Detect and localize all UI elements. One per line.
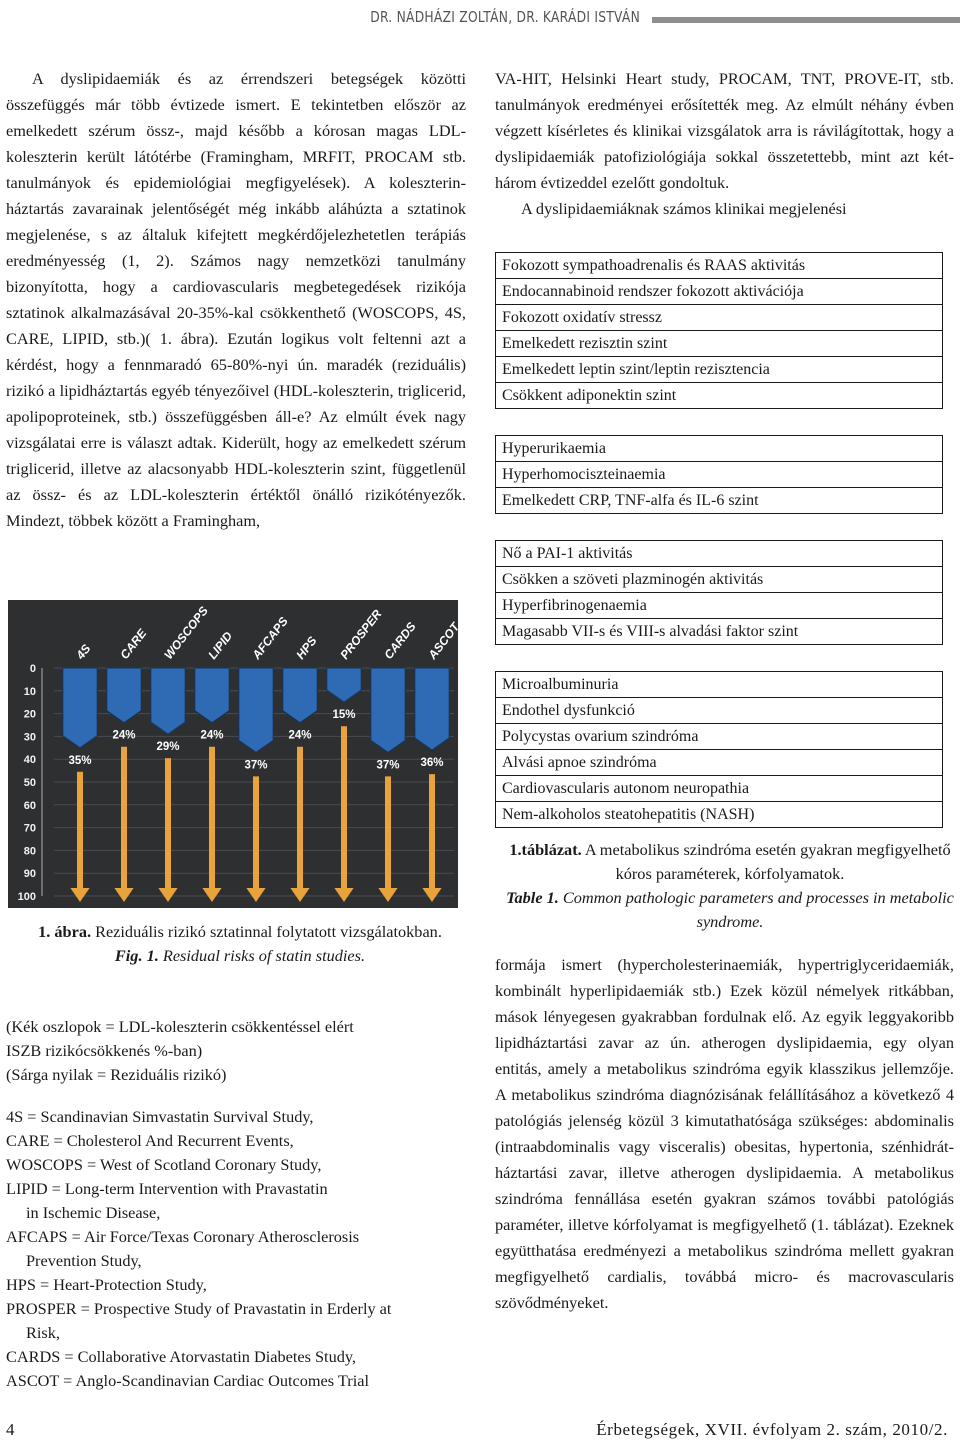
table-caption-hu-text: A metabolikus szindróma esetén gyakran megfigyelhető kóros paraméterek, kórfolyamatok. (581, 840, 951, 883)
bar-woscops (151, 668, 185, 734)
category-label: WOSCOPS (161, 603, 211, 662)
y-tick-label: 60 (23, 799, 36, 812)
table-cell: Nem-alkoholos steatohepatitis (NASH) (502, 806, 755, 823)
page-footer (0, 1420, 960, 1446)
bar-cards (371, 668, 405, 752)
bar-afcaps (239, 668, 273, 752)
table-cell: Alvási apnoe szindróma (496, 750, 942, 776)
abbreviation-item: ASCOT = Anglo-Scandinavian Cardiac Outcomes Trial (6, 1371, 369, 1390)
legend-line: (Sárga nyilak = Reziduális rizikó) (6, 1065, 227, 1084)
category-label: ASCOT (425, 620, 463, 662)
table-cell: Magasabb VII-s és VIII-s alvadási faktor szint (502, 623, 799, 640)
bar-lipid (195, 668, 229, 723)
residual-risk-arrow (246, 776, 265, 902)
table-caption-en (500, 886, 960, 934)
category-label: LIPID (205, 629, 236, 662)
abbreviation-list (6, 1105, 466, 1393)
table-caption (500, 838, 960, 934)
table-cell: Hyperhomociszteinaemia (496, 462, 942, 488)
category-label: CARDS (381, 619, 419, 662)
abbreviation-continuation: Prevention Study, (26, 1251, 142, 1270)
table-cell: Endocannabinoid rendszer fokozott aktivációja (496, 279, 942, 305)
running-header (0, 4, 960, 30)
bar-value-label: 36% (420, 757, 444, 770)
journal-citation: Érbetegségek, XVII. évfolyam 2. szám, 2010/2. (596, 1420, 948, 1439)
category-label: HPS (293, 633, 320, 662)
residual-risk-arrow (290, 747, 309, 902)
abbreviation-continuation: Risk, (26, 1323, 60, 1342)
table-cell: Hyperurikaemia (496, 436, 942, 462)
table-cell: Emelkedett rezisztin szint (496, 331, 942, 357)
left-column (6, 66, 466, 534)
y-tick-label: 0 (29, 663, 36, 675)
bar-value-label: 24% (288, 729, 312, 742)
table-caption-hu-label: 1.táblázat. (509, 840, 582, 859)
abbreviation-item: CARE = Cholesterol And Recurrent Events, (6, 1131, 294, 1150)
left-paragraph: A dyslipidaemiák és az érrendszeri betegségek közötti összefüggés már több évtizede ismert. E tekintetben először az emelkedett szérum össz-, majd később a kórosan magas LDL-koleszterin került látótérbe (Framingham, MRFIT, PROCAM stb. tanulmányok és epidemiológiai megfigyelések). A koleszterin-háztartás zavarainak jelentőségét még inkább aláhúzta a sztatinok megjelenése, s az általuk kifejtett megkérdőjelezhetetlen terápiás eredményesség (1, 2). Számos nagy nemzetközi tanulmány bizonyította, hogy a cardiovascularis megbetegedések rizikója sztatinok alkalmazásával 20-35%-kal csökkenthető (WOSCOPS, 4S, CARE, LIPID, stb.)( 1. ábra). Ezután logikus volt feltenni azt a kérdést, hogy a fennmaradó 65-80%-nyi ún. maradék (reziduális) rizikó a lipidháztartás egyéb tényezőivel (HDL-koleszterin, triglicerid, apolipoproteinek, stb.) összefüggésben áll-e? Az elmúlt évek nagy vizsgálatai erre is választ adtak. Kiderült, hogy az emelkedett szérum triglicerid, illetve az alacsonyabb HDL-koleszterin szint, függetlenül az össz- és az LDL-koleszterin értéktől önálló rizikótényezők. Mindezt, többek között a Framingham, (6, 69, 466, 530)
table-cell: Endothel dysfunkció (496, 698, 942, 724)
figure-caption-hu (30, 920, 450, 944)
table-group (495, 671, 943, 828)
bar-value-label: 15% (332, 709, 356, 722)
chart-canvas (8, 600, 463, 908)
y-tick-label: 100 (17, 891, 36, 903)
abbreviation-item: LIPID = Long-term Intervention with Pravastatin (6, 1179, 328, 1198)
table-group (495, 252, 943, 409)
page-number: 4 (6, 1420, 15, 1439)
y-tick-label: 10 (23, 685, 36, 698)
y-tick-label: 80 (23, 845, 36, 858)
table-caption-en-label: Table 1. (506, 888, 559, 907)
figure-caption-en-label: Fig. 1. (114, 946, 159, 965)
residual-risk-arrow (422, 774, 441, 902)
right-paragraph-2: A dyslipidaemiáknak számos klinikai megjelenési (521, 199, 847, 218)
abbreviation-item: HPS = Heart-Protection Study, (6, 1275, 207, 1294)
table-caption-en-text: Common pathologic parameters and processes in metabolic syndrome. (558, 888, 954, 931)
bar-value-label: 29% (156, 741, 180, 754)
table-cell: Hyperfibrinogenaemia (496, 593, 942, 619)
abbreviation-item: 4S = Scandinavian Simvastatin Survival Study, (6, 1107, 314, 1126)
abbreviation-item: CARDS = Collaborative Atorvastatin Diabetes Study, (6, 1347, 356, 1366)
parameter-table (495, 252, 943, 828)
y-tick-label: 90 (23, 868, 36, 881)
residual-risk-arrow (202, 747, 221, 902)
residual-risk-arrow (114, 747, 133, 902)
header-authors: DR. NÁDHÁZI ZOLTÁN, DR. KARÁDI ISTVÁN (370, 8, 640, 26)
category-label: 4S (73, 641, 94, 662)
category-label: AFCAPS (249, 614, 291, 662)
bar-value-label: 37% (244, 759, 268, 772)
y-tick-label: 50 (23, 777, 36, 789)
figure-caption (30, 920, 450, 968)
figure-caption-hu-label: 1. ábra. (38, 922, 92, 941)
table-cell: Fokozott oxidatív stressz (496, 305, 942, 331)
bar-value-label: 35% (68, 754, 92, 767)
y-tick-label: 40 (23, 754, 36, 767)
bar-prosper (327, 668, 361, 702)
y-tick-label: 70 (23, 822, 36, 835)
bar-value-label: 37% (376, 759, 400, 772)
abbreviation-item: WOSCOPS = West of Scotland Coronary Study, (6, 1155, 322, 1174)
table-cell: Nő a PAI-1 aktivitás (496, 541, 942, 567)
table-cell: Csökkent adiponektin szint (502, 387, 677, 404)
figure-caption-en-text: Residual risks of statin studies. (158, 946, 366, 965)
header-rule (652, 17, 960, 23)
right-column-top (495, 66, 954, 222)
table-group (495, 540, 943, 645)
right-paragraph-1: VA-HIT, Helsinki Heart study, PROCAM, TNT, PROVE-IT, stb. tanulmányok eredményei erősítették meg. Az elmúlt néhány évben végzett kísérletes és klinikai vizsgálatok arra is rávilágítottak, hogy a dyslipidaemiák patofiziológiája sokkal összetettebb, mint azt két-három évtizeddel ezelőtt gondoltuk. (495, 69, 954, 192)
table-cell: Microalbuminuria (496, 672, 942, 698)
residual-risk-arrow (378, 776, 397, 902)
abbreviation-item: PROSPER = Prospective Study of Pravastatin in Erderly at (6, 1299, 392, 1318)
table-cell: Emelkedett leptin szint/leptin rezisztencia (496, 357, 942, 383)
legend-line: (Kék oszlopok = LDL-koleszterin csökkentéssel elért (6, 1017, 354, 1036)
right-paragraph-3: formája ismert (hypercholesterinaemiák, hypertriglyceridaemiák, kombinált hyperlipidaemiák stb.) Ezek közül némelyek ritkábban, mások lényegesen gyakrabban fordulnak elő. Az egyik leggyakoribb lipidháztartási zavar az ún. atherogen dyslipidaemia, egy olyan entitás, amely a metabolikus szindróma egyik klasszikus jellemzője. A metabolikus szindróma diagnózisának felállításához a következő 4 patológiás jelenség közül 3 kimutathatósága szükséges: abdominalis (intraabdominalis vagy visceralis) obesitas, hypertonia, szénhidrát-háztartási zavar, illetve atherogen dyslipidaemia. A metabolikus szindróma fennállása esetén gyakran számos további patológiás paraméter, illetve kórfolyamat is megfigyelhető (1. táblázat). Ezeknek együtthatása eredményezi a metabolikus szindróma mellett gyakran megfigyelhető cardialis, továbbá micro- és macrovascularis szövődményeket. (495, 955, 954, 1312)
y-tick-label: 20 (23, 708, 36, 721)
table-cell: Csökken a szöveti plazminogén aktivitás (496, 567, 942, 593)
bar-care (107, 668, 141, 723)
bar-ascot (415, 668, 449, 750)
table-caption-hu (500, 838, 960, 886)
right-column-bottom (495, 952, 954, 1316)
table-group (495, 435, 943, 514)
residual-risk-chart (8, 600, 463, 908)
table-cell: Cardiovascularis autonom neuropathia (496, 776, 942, 802)
bar-4s (63, 668, 97, 748)
bar-hps (283, 668, 317, 723)
category-label: PROSPER (337, 606, 385, 662)
figure-caption-en (30, 944, 450, 968)
legend-line: ISZB rizikócsökkenés %-ban) (6, 1041, 203, 1060)
category-label: CARE (117, 626, 150, 662)
bar-value-label: 24% (112, 729, 136, 742)
residual-risk-arrow (334, 726, 353, 902)
bar-value-label: 24% (200, 729, 224, 742)
table-cell: Polycystas ovarium szindróma (496, 724, 942, 750)
y-tick-label: 30 (23, 731, 36, 744)
residual-risk-arrow (70, 772, 89, 902)
abbreviation-continuation: in Ischemic Disease, (26, 1203, 161, 1222)
figure-caption-hu-text: Reziduális rizikó sztatinnal folytatott vizsgálatokban. (91, 922, 442, 941)
abbreviation-item: AFCAPS = Air Force/Texas Coronary Atherosclerosis (6, 1227, 360, 1246)
table-cell: Emelkedett CRP, TNF-alfa és IL-6 szint (502, 492, 759, 509)
table-cell: Fokozott sympathoadrenalis és RAAS aktivitás (496, 253, 942, 279)
residual-risk-arrow (158, 758, 177, 902)
figure-legend (6, 1015, 466, 1393)
